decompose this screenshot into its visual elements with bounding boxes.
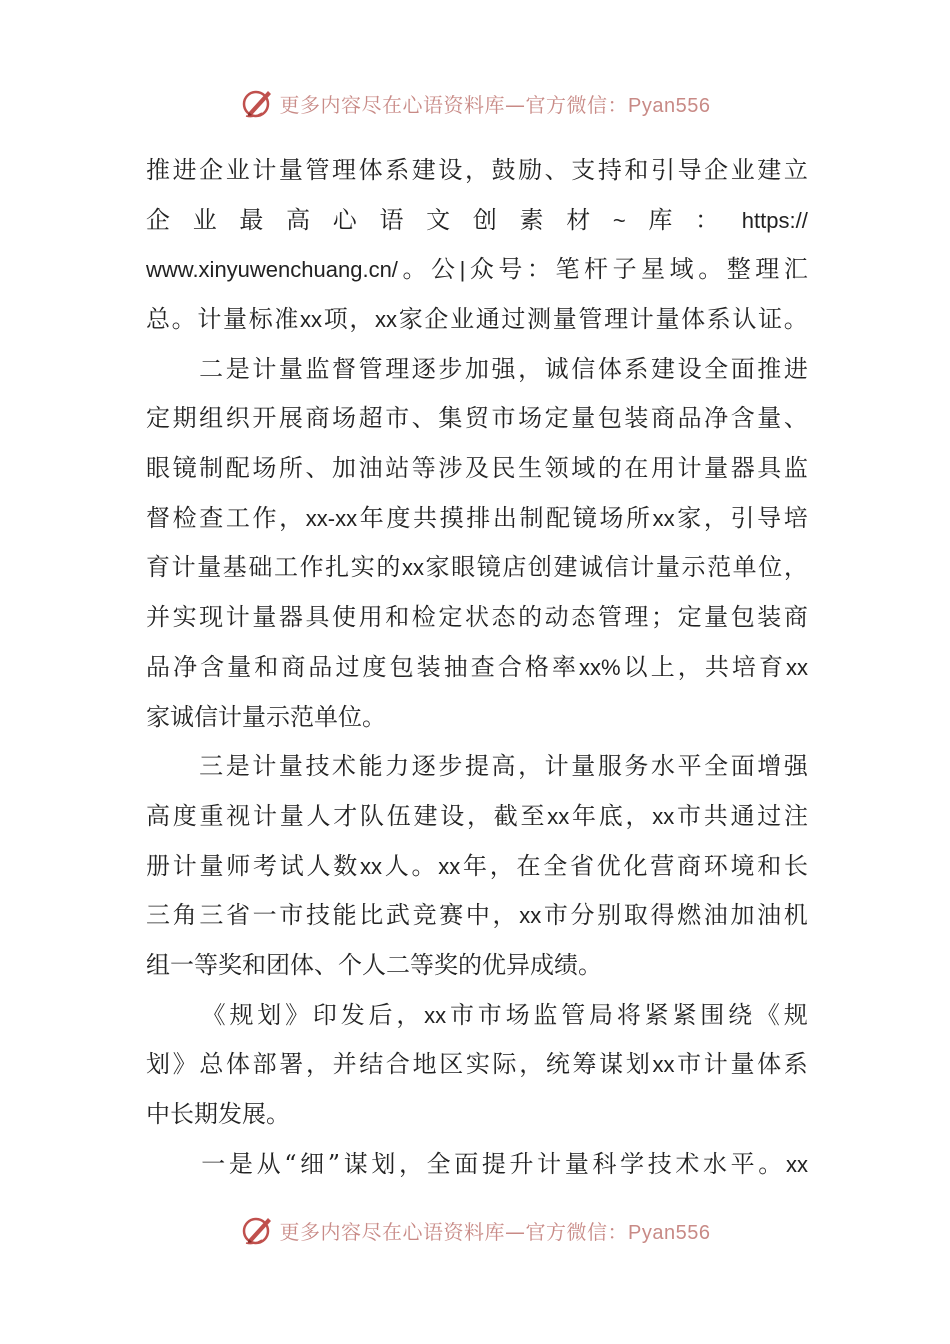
text-line: 三 角 三 省 一 市 技 能 比 武 竞 赛 中 ， xx 市 分 别 取 得 燃 油 加 油 机 bbox=[146, 901, 808, 930]
text-line: 并 实 现 计 量 器 具 使 用 和 检 定 状 态 的 动 态 管 理 ； 定 量 包 装 商 bbox=[146, 603, 808, 632]
text-line: 二 是 计 量 监 督 管 理 逐 步 加 强 ， 诚 信 体 系 建 设 全 面 推 进 bbox=[199, 354, 808, 383]
text-line: 三 是 计 量 技 术 能 力 逐 步 提 高 ， 计 量 服 务 水 平 全 面 增 强 bbox=[199, 752, 808, 781]
text-line: 总 。 计 量 标 准 xx 项 ， xx 家 企 业 通 过 测 量 管 理 计 量 体 系 认 证 。 bbox=[146, 305, 808, 334]
text-line: 企 业 最 高 心 语 文 创 素 材 ~ 库 ： https:// bbox=[146, 205, 808, 234]
text-line: 督 检 查 工 作 ， xx-xx 年 度 共 摸 排 出 制 配 镜 场 所 xx 家 ， 引 导 培 bbox=[146, 503, 808, 532]
text-line: 划 》 总 体 部 署 ， 并 结 合 地 区 实 际 ， 统 筹 谋 划 xx 市 计 量 体 系 bbox=[146, 1050, 808, 1079]
text-line: 中 长 期 发 展 。 bbox=[146, 1100, 290, 1129]
text-line: 育 计 量 基 础 工 作 扎 实 的 xx 家 眼 镜 店 创 建 诚 信 计 量 示 范 单 位 ， bbox=[146, 553, 808, 582]
text-line: 一 是 从 “ 细 ” 谋 划 ， 全 面 提 升 计 量 科 学 技 术 水 平 。 xx bbox=[201, 1149, 808, 1178]
text-line: 家 诚 信 计 量 示 范 单 位 。 bbox=[146, 702, 386, 731]
text-line: 眼 镜 制 配 场 所 、 加 油 站 等 涉 及 民 生 领 域 的 在 用 计 量 器 具 监 bbox=[146, 454, 808, 483]
banner-text: 更多内容尽在心语资料库—官方微信：Pyan556 bbox=[279, 92, 711, 117]
text-line: 高 度 重 视 计 量 人 才 队 伍 建 设 ， 截 至 xx 年 底 ， xx 市 共 通 过 注 bbox=[146, 801, 808, 830]
pen-logo-icon bbox=[240, 85, 276, 121]
text-line: www.xinyuwenchuang.cn/ 。 公 | 众 号 ： 笔 杆 子 星 域 。 整 理 汇 bbox=[146, 255, 808, 284]
text-line: 组 一 等 奖 和 团 体 、 个 人 二 等 奖 的 优 异 成 绩 。 bbox=[146, 950, 602, 979]
text-line: 品 净 含 量 和 商 品 过 度 包 装 抽 查 合 格 率 xx% 以 上 ， 共 培 育 xx bbox=[146, 652, 808, 681]
text-line: 定 期 组 织 开 展 商 场 超 市 、 集 贸 市 场 定 量 包 装 商 品 净 含 量 、 bbox=[146, 404, 808, 433]
document-body bbox=[146, 146, 808, 1189]
text-line: 册 计 量 师 考 试 人 数 xx 人 。 xx 年 ， 在 全 省 优 化 营 商 环 境 和 长 bbox=[146, 851, 808, 880]
header-banner bbox=[0, 81, 950, 125]
text-line: 《 规 划 》 印 发 后 ， xx 市 市 场 监 管 局 将 紧 紧 围 绕 《 规 bbox=[201, 1000, 808, 1029]
text-line: 推 进 企 业 计 量 管 理 体 系 建 设 ， 鼓 励 、 支 持 和 引 导 企 业 建 立 bbox=[146, 155, 808, 184]
banner-text: 更多内容尽在心语资料库—官方微信：Pyan556 bbox=[279, 1219, 711, 1244]
pen-logo-icon bbox=[240, 1212, 276, 1248]
footer-banner bbox=[0, 1208, 950, 1252]
